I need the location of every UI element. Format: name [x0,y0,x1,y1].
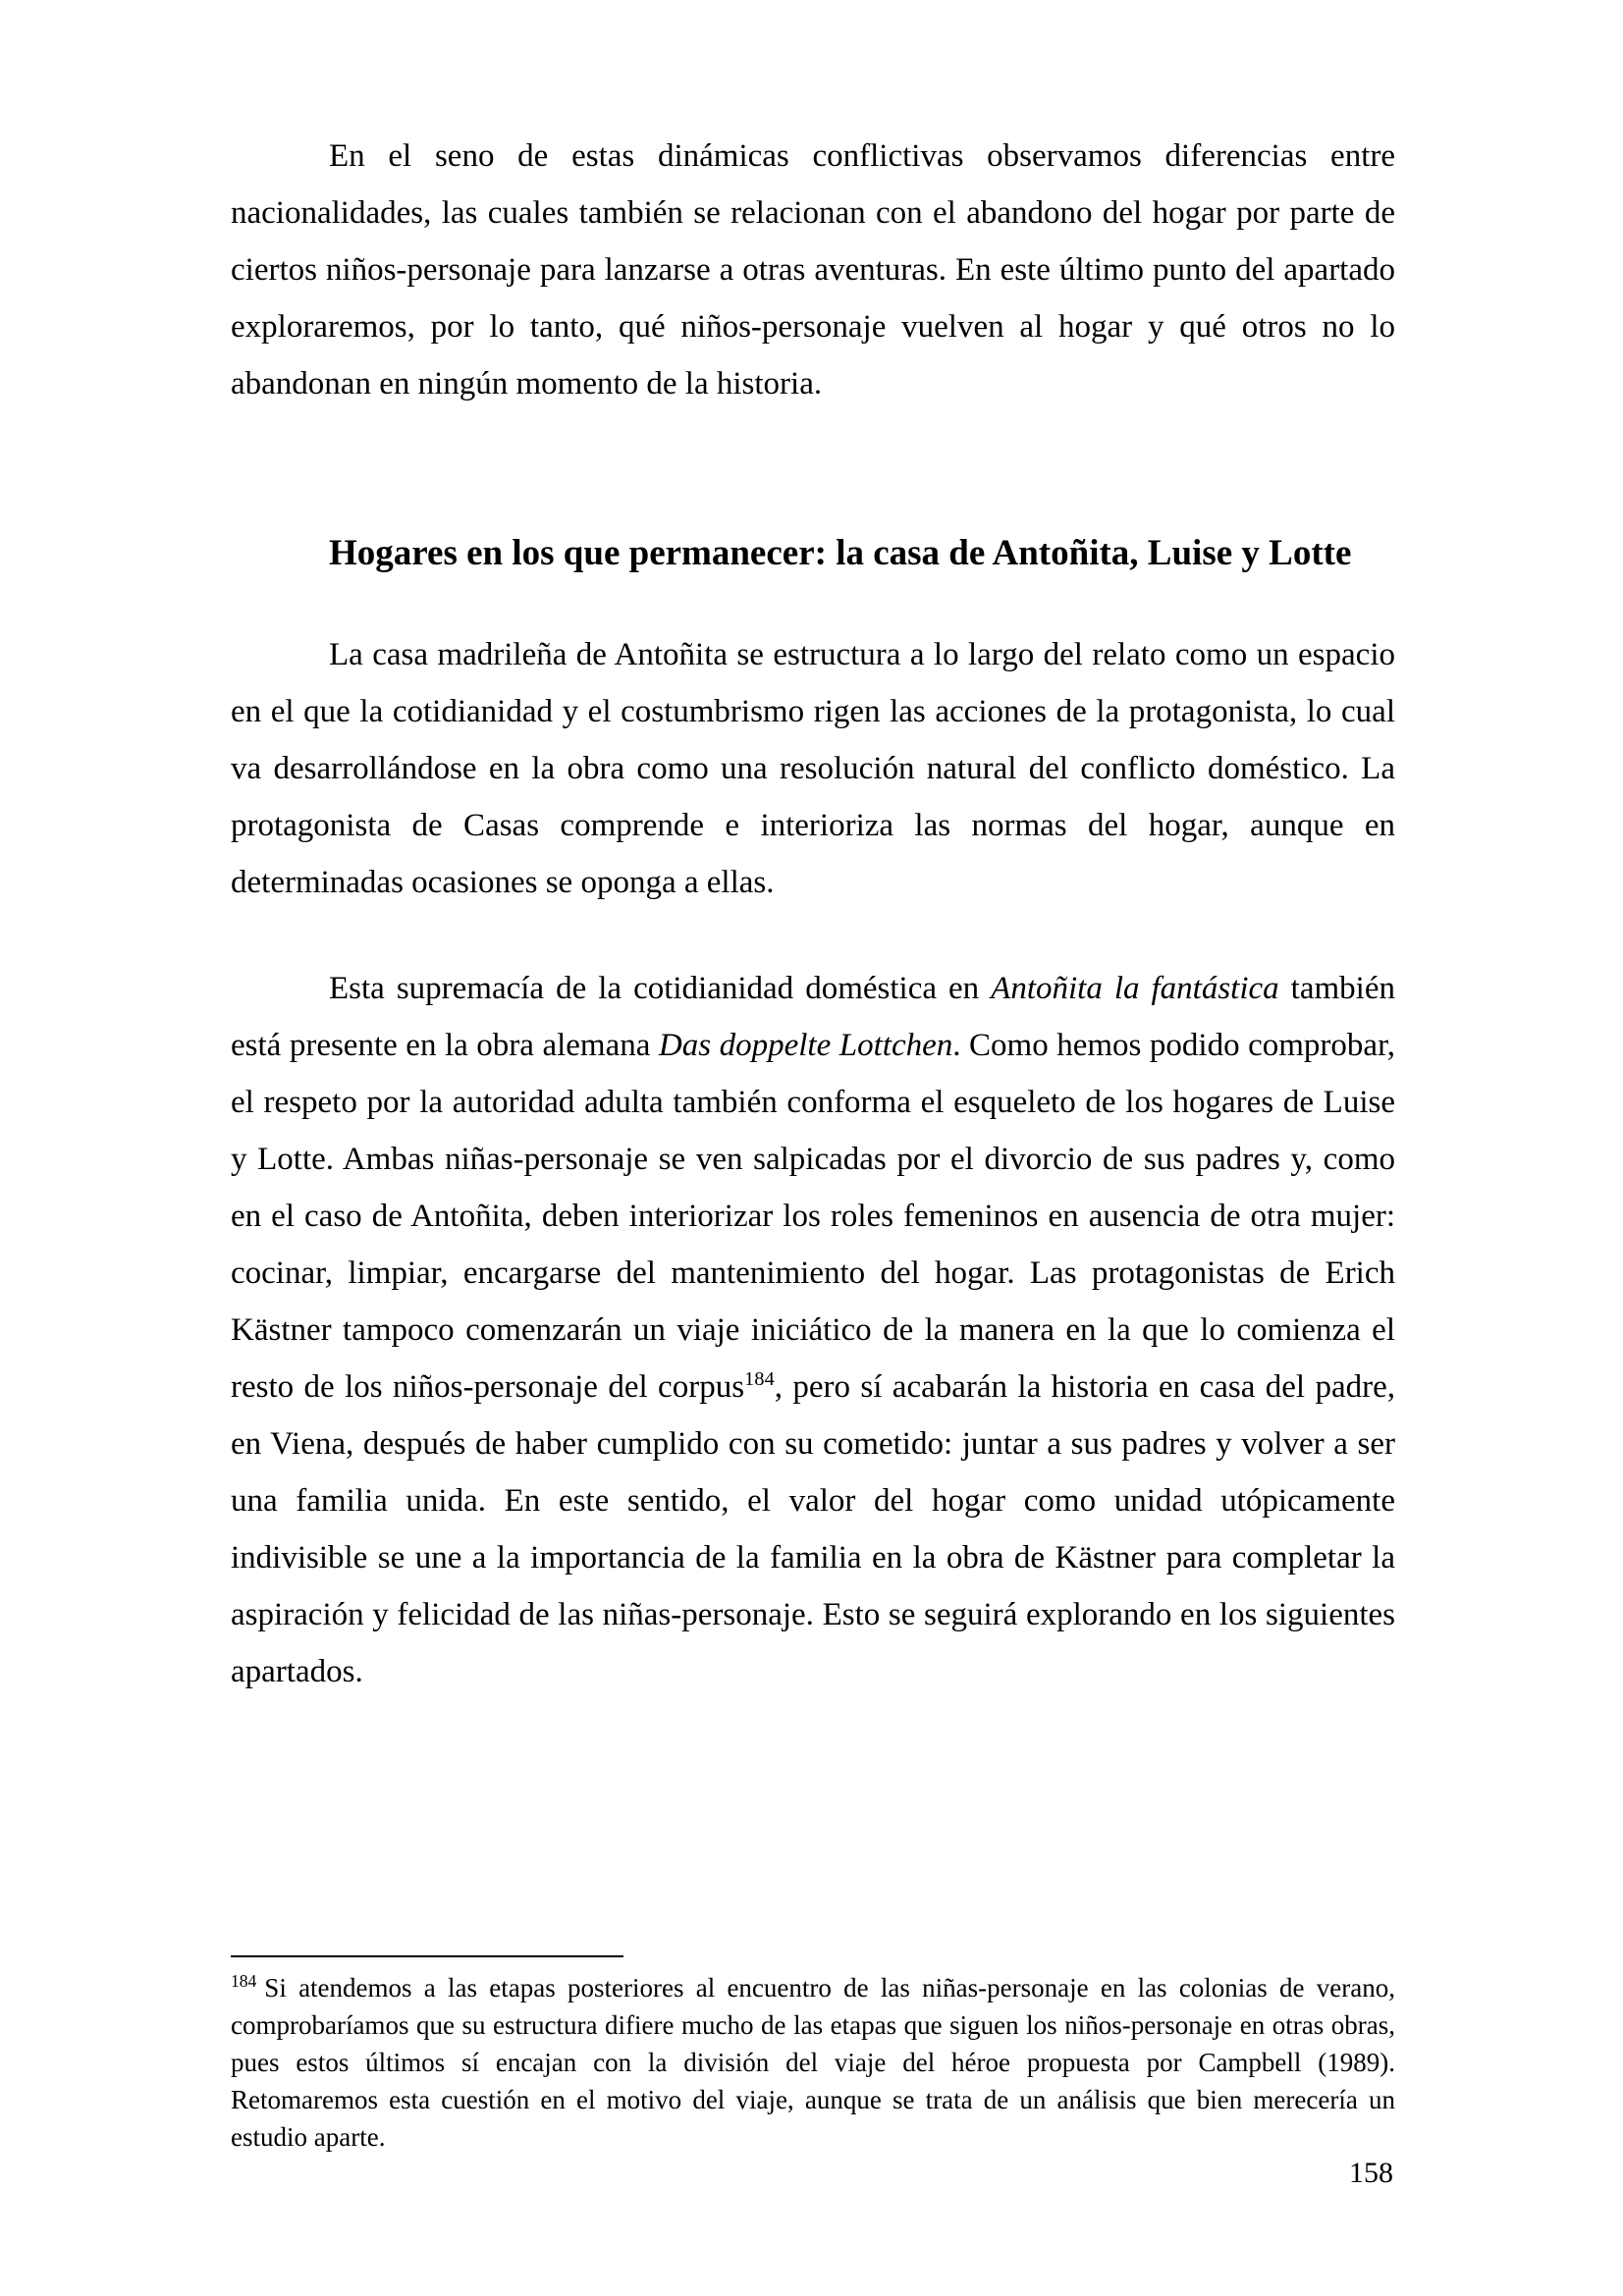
page-number: 158 [1349,2157,1393,2189]
paragraph-text-segment: , pero sí acabarán la historia en casa del padre, en Viena, después de haber cumplido con su cometido: juntar a sus padres y volver a ser una familia unida. En este sentido, el valor del hogar como unidad utópicamente indivisible se une a la importancia de la familia en la obra de Kästner para completar la aspiración y felicidad de las niñas-personaje. Esto se seguirá explorando en los siguientes apartados. [231,1369,1395,1689]
book-title-antonita-la-fantastica: Antoñita la fantástica [991,971,1279,1006]
paragraph-text-segment: . Como hemos podido comprobar, el respeto por la autoridad adulta también conforma el esqueleto de los hogares de Luise y Lotte. Ambas niñas-personaje se ven salpicadas por el divorcio de sus padres y, como en el caso de Antoñita, deben interiorizar los roles femeninos en ausencia de otra mujer: cocinar, limpiar, encargarse del mantenimiento del hogar. Las protagonistas de Erich Kästner tampoco comenzarán un viaje iniciático de la manera en la que lo comienza el resto de los niños-personaje del corpus [231,1028,1395,1405]
paragraph-casa-madrilena: La casa madrileña de Antoñita se estructura a lo largo del relato como un espacio en el que la cotidianidad y el costumbrismo rigen las acciones de la protagonista, lo cual va desarrollándose en la obra como una resolución natural del conflicto doméstico. La protagonista de Casas comprende e interioriza las normas del hogar, aunque en determinadas ocasiones se oponga a ellas. [231,637,1395,900]
paragraph-supremacia [231,960,1395,1700]
section-heading: Hogares en los que permanecer: la casa de Antoñita, Luise y Lotte [329,533,1352,573]
page-body [231,128,1395,1700]
footnote-184 [231,1969,1395,2156]
footnote-separator-rule [231,1955,623,1957]
footnote-marker: 184 [231,1971,257,1991]
book-title-das-doppelte-lottchen: Das doppelte Lottchen [658,1028,953,1063]
paragraph-intro: En el seno de estas dinámicas conflictivas observamos diferencias entre nacionalidades, las cuales también se relacionan con el abandono del hogar por parte de ciertos niños-personaje para lanzarse a otras aventuras. En este último punto del apartado exploraremos, por lo tanto, qué niños-personaje vuelven al hogar y qué otros no lo abandonan en ningún momento de la historia. [231,138,1395,401]
footnote-reference-184: 184 [744,1368,775,1390]
footnote-text: Si atendemos a las etapas posteriores al encuentro de las niñas-personaje en las colonias de verano, comprobaríamos que su estructura difiere mucho de las etapas que siguen los niños-personaje en otras obras, pues estos últimos sí encajan con la división del viaje del héroe propuesta por Campbell (1989). Retomaremos esta cuestión en el motivo del viaje, aunque se trata de un análisis que bien merecería un estudio aparte. [231,1973,1395,2152]
paragraph-text-segment: Esta supremacía de la cotidianidad doméstica en [329,971,992,1006]
paragraph-text-segment: también está presente en la obra alemana [231,971,1395,1063]
footnote-area [231,1955,1395,2156]
